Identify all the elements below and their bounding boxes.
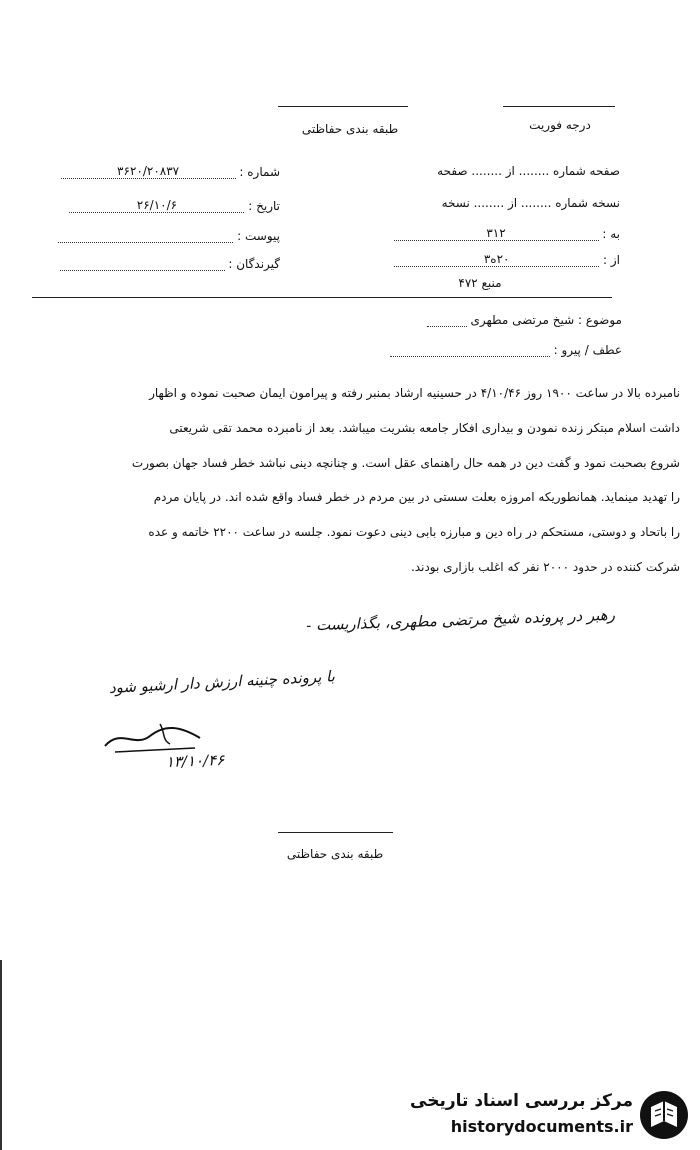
reference-dots: [390, 342, 550, 357]
header-divider: [32, 297, 612, 298]
watermark-title: مرکز بررسی اسناد تاریخی: [410, 1091, 633, 1111]
date-row: [30, 198, 280, 213]
number-label: شماره :: [239, 165, 280, 179]
to-label: به :: [602, 227, 620, 241]
source-label: منبع ۴۷۲: [458, 276, 502, 290]
body-line-6: شرکت کننده در حدود ۲۰۰۰ نفر که اغلب بازاری بودند.: [410, 560, 680, 574]
classification-label-bottom: طبقه بندی حفاظتی: [286, 847, 384, 861]
to-value: ۳۱۲: [394, 226, 599, 241]
classification-label-top: طبقه بندی حفاظتی: [301, 122, 399, 136]
reference-row: [360, 342, 622, 357]
subject-row: [360, 312, 622, 327]
body-line-5: را باتحاد و دوستی، مستحکم در راه دین و مبارزه بابی دینی دعوت نمود. جلسه در ساعت ۲۲۰۰ خاتمه و عده: [148, 525, 680, 539]
subject-dots: [427, 312, 467, 327]
number-value: ۳۶۲۰/۲۰۸۳۷: [61, 164, 236, 179]
book-logo-icon: [637, 1089, 691, 1141]
handwritten-note-1: رهبر در پرونده شیخ مرتضی مطهری، بگذاریست -: [305, 605, 616, 635]
handwritten-note-2: با پرونده چنینه ارزش دار ارشیو شود: [108, 667, 336, 697]
date-value: ۲۶/۱۰/۶: [69, 198, 244, 213]
signature-date: ۱۳/۱۰/۴۶: [165, 750, 225, 772]
body-line-2: داشت اسلام مبتکر زنده نمودن و بیداری افکار جامعه بشریت میباشد. بعد از نامبرده محمد تقی شریعتی: [169, 421, 680, 435]
subject-label: موضوع :: [577, 313, 622, 327]
copy-number-row: نسخه شماره ........ از ........ نسخه: [441, 196, 620, 210]
from-row: [380, 252, 620, 267]
to-row: [380, 226, 620, 241]
urgency-label: درجه فوریت: [529, 118, 591, 132]
footer-line: [278, 832, 393, 833]
body-line-3: شروع بصحبت نمود و گفت دین در همه حال راهنمای عقل است. و چنانچه دینی نباشد خطر فساد جهان بصورت: [131, 456, 680, 470]
recipients-label: گیرندگان :: [228, 257, 280, 271]
archive-watermark: [410, 1085, 695, 1145]
from-label: از :: [603, 253, 620, 267]
margin-line: [0, 960, 2, 1150]
recipients-value: [60, 256, 225, 271]
watermark-url: historydocuments.ir: [450, 1117, 633, 1136]
date-label: تاریخ :: [248, 199, 280, 213]
attachment-value: [58, 228, 233, 243]
recipients-row: [30, 256, 280, 271]
from-value: ۲۰ه۳: [394, 252, 599, 267]
body-line-4: را تهدید مینماید. همانطوریکه امروزه بعلت سستی در بین مردم در خطر فساد واقع شده اند. در پایان مردم: [153, 490, 680, 504]
number-row: [30, 164, 280, 179]
attachment-row: [30, 228, 280, 243]
reference-label: عطف / پیرو :: [553, 343, 622, 357]
attachment-label: پیوست :: [237, 229, 280, 243]
header-line-right: [503, 106, 615, 107]
body-line-1: نامبرده بالا در ساعت ۱۹۰۰ روز ۴/۱۰/۴۶ در حسینیه ارشاد بمنبر رفته و پیرامون ایمان صحبت نموده و اظهار: [149, 386, 680, 400]
header-line-left: [278, 106, 408, 107]
subject-value: شیخ مرتضی مطهری: [470, 313, 575, 327]
page-number-row: صفحه شماره ........ از ........ صفحه: [437, 164, 620, 178]
